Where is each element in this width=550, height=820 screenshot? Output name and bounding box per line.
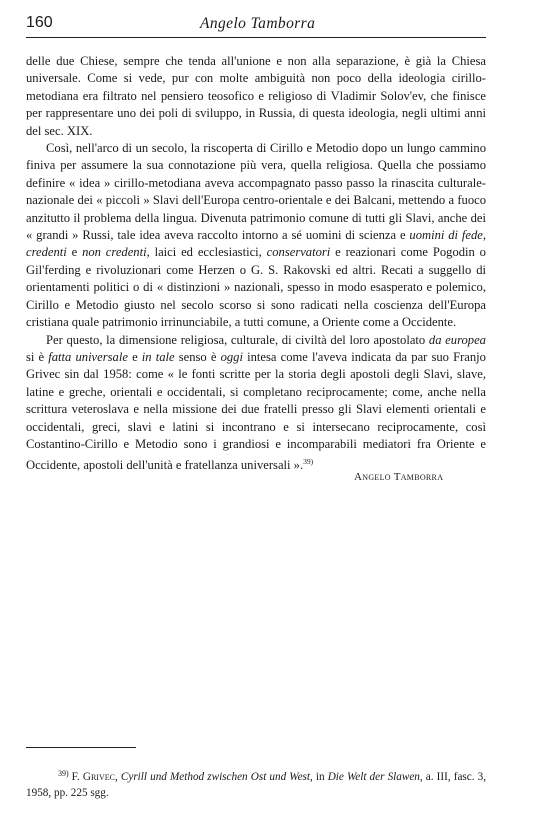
p3-italic-1: da europea (428, 332, 486, 347)
footnote (26, 766, 486, 801)
footnote-connector: in (312, 771, 328, 783)
author-signature: Angelo Tamborra (354, 471, 444, 483)
p3-text-3: e (127, 349, 142, 364)
p3-text-2: si è (26, 349, 49, 364)
p3-italic-3: in tale (141, 349, 175, 364)
footnote-mark: 39) (58, 769, 69, 778)
p2-italic-1: uomini di fede, credenti (26, 228, 487, 260)
running-head (26, 14, 486, 36)
footnote-details: a. III, fasc. 3, 1958, pp. 225 sgg. (26, 771, 487, 799)
footnote-author: F. Grivec, (71, 771, 118, 783)
paragraph-2 (26, 140, 486, 331)
p2-text-4: e reazionari come Pogodin o Gil'ferding e rivoluzionari come Herzen o G. S. Rakovski ed altri. Recati a suggello di orientamenti politici o di « distinzioni » nazionali, spesso in modo esasperato e polemico, Cirillo e Metodio giusto nel secolo scorso si sono radicati nella coscienza dell'Europa cristiana quale patrimonio irrinunciabile, a tutti comune, a Oriente come a Occidente. (26, 245, 486, 330)
p3-italic-2: fatta universale (48, 349, 128, 364)
p3-text-1: Per questo, la dimensione religiosa, culturale, di civiltà del loro apostolato (46, 332, 429, 347)
paragraph-3 (26, 332, 486, 475)
p3-text-4: senso è (174, 349, 221, 364)
body-text (26, 53, 486, 475)
p3-text-5: intesa come l'aveva indicata da par suo Franjo Grivec sin dal 1958: come « le fonti scritte per la storia degli apostoli degli Slavi, slave, latine e greche, orientali e occidentali, si completano reciprocamente; come, anche nella scrittura veteroslava e nella missione dei due fratelli presso gli Slavi elementi orientali e occidentali, greci, slavi e latini si incontrano e si intersecano reciprocamente, così Costantino-Cirillo e Metodio sono i grandiosi e incomparabili mediatori fra Oriente e Occidente, apostoli dell'unità e fratellanza universali ». (26, 349, 486, 473)
footnote-rule (26, 747, 136, 748)
footnote-reference: 39) (303, 457, 314, 467)
p3-italic-4: oggi (220, 349, 243, 364)
footnote-title: Cyrill und Method zwischen Ost und West, (120, 771, 313, 783)
p2-text-2: e (66, 245, 83, 260)
p2-italic-2: non credenti (82, 245, 147, 260)
p2-italic-3: conservatori (266, 245, 331, 260)
page-number: 160 (26, 14, 53, 31)
header-rule (26, 37, 486, 38)
paragraph-1: delle due Chiese, sempre che tenda all'unione e non alla separazione, è già la Chiesa universale. Come si vede, pur con molte ambiguità non poco della ideologia cirillo-metodiana era filtrato nel pensiero teosofico e religioso di Vladimir Solov'ev, che finisce per rappresentare uno dei poli di sviluppo, in Russia, di questa ideologia, negli ultimi anni del sec. XIX. (26, 54, 486, 138)
p2-text-1: Così, nell'arco di un secolo, la riscoperta di Cirillo e Metodio dopo un lungo cammino finiva per assumere la sua connotazione più vera, quella religiosa. Quella che possiamo definire « idea » cirillo-metodiana aveva accompagnato passo passo la rinascita culturale-nazionale dei « piccoli » Slavi dell'Europa centro-orientale e dei Balcani, mettendo a fuoco anzitutto il problema della lingua. Divenuta patrimonio comune di tutti gli Slavi, anche dei « grandi » Russi, tale idea aveva raccolto intorno a sé uomini di scienza e (26, 141, 486, 243)
header-author: Angelo Tamborra (200, 15, 316, 32)
p2-text-3: , laici ed ecclesiastici, (146, 245, 267, 260)
footnote-work: Die Welt der Slawen, (327, 771, 423, 783)
